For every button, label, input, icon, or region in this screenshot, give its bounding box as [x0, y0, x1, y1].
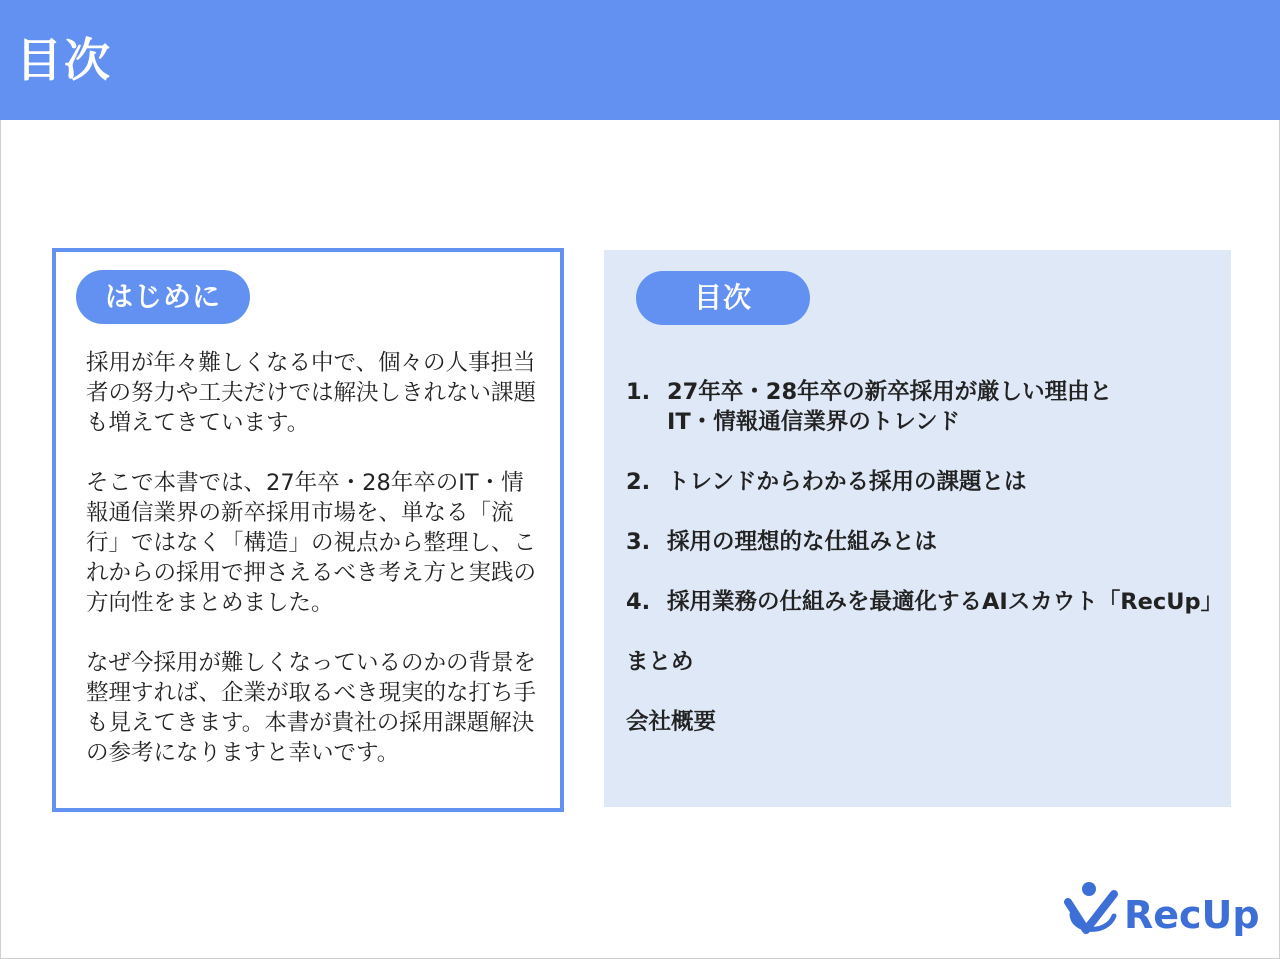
- toc-item-company[interactable]: [626, 707, 1226, 737]
- toc-item-label: トレンドからわかる採用の課題とは: [667, 469, 1027, 495]
- toc-item-label: 採用の理想的な仕組みとは: [667, 529, 938, 555]
- toc-item-label: まとめ: [626, 649, 694, 675]
- toc-item-number: 3.: [626, 529, 651, 555]
- toc-item-number: 4.: [626, 589, 651, 615]
- page-title: 目次: [16, 33, 112, 87]
- toc-item-1[interactable]: [626, 377, 1226, 437]
- toc-item-label: 採用業務の仕組みを最適化するAIスカウト「RecUp」: [667, 589, 1224, 615]
- toc-item-4[interactable]: [626, 587, 1226, 617]
- intro-text: [86, 348, 542, 798]
- intro-heading-pill: はじめに: [76, 270, 250, 324]
- toc-item-number: 1.: [626, 379, 651, 405]
- header-bar: [0, 0, 1280, 120]
- intro-panel: [52, 248, 564, 812]
- recup-logo: [1064, 880, 1264, 944]
- logo-text: RecUp: [1124, 893, 1260, 937]
- intro-paragraph-2: そこで本書では、27年卒・28年卒のIT・情報通信業界の新卒採用市場を、単なる「流行」ではなく「構造」の視点から整理し、これからの採用で押さえるべき考え方と実践の方向性をまとめました。: [86, 470, 537, 616]
- toc-item-2[interactable]: [626, 467, 1226, 497]
- intro-paragraph-1: 採用が年々難しくなる中で、個々の人事担当者の努力や工夫だけでは解決しきれない課題も増えてきています。: [86, 350, 537, 436]
- toc-item-label: 27年卒・28年卒の新卒採用が厳しい理由と IT・情報通信業界のトレンド: [667, 379, 1113, 435]
- toc-item-number: 2.: [626, 469, 651, 495]
- intro-paragraph-3: なぜ今採用が難しくなっているのかの背景を整理すれば、企業が取るべき現実的な打ち手も見えてきます。本書が貴社の採用課題解決の参考になりますと幸いです。: [86, 650, 537, 766]
- toc-list: [626, 377, 1226, 767]
- toc-heading-pill: 目次: [636, 271, 810, 325]
- recup-check-person-icon: [1064, 880, 1124, 944]
- toc-item-label: 会社概要: [626, 709, 717, 735]
- toc-item-3[interactable]: [626, 527, 1226, 557]
- toc-panel: [604, 250, 1231, 807]
- toc-item-summary[interactable]: [626, 647, 1226, 677]
